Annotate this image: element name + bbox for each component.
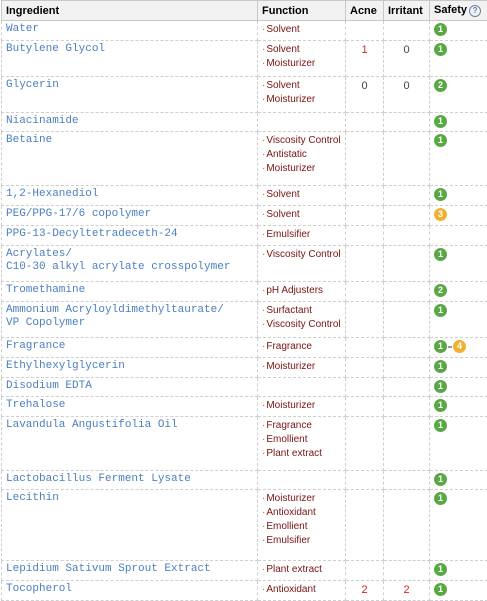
safety-cell <box>430 378 487 397</box>
function-cell <box>258 77 346 113</box>
table-header-row <box>2 1 487 21</box>
ingredient-link[interactable]: Ethylhexylglycerin <box>6 360 253 373</box>
acne-cell <box>346 226 384 246</box>
ingredient-cell <box>2 186 258 206</box>
irritant-cell <box>384 471 430 490</box>
function-cell <box>258 41 346 77</box>
safety-badge: 1 <box>434 360 447 373</box>
acne-cell <box>346 302 384 338</box>
safety-badge: 1 <box>434 380 447 393</box>
ingredient-link[interactable]: Betaine <box>6 134 253 147</box>
safety-cell <box>430 132 487 186</box>
table-row <box>2 113 487 132</box>
function-cell <box>258 581 346 601</box>
function-cell <box>258 246 346 282</box>
ingredient-cell <box>2 358 258 378</box>
ingredient-cell <box>2 417 258 471</box>
safety-badge: 1 <box>434 23 447 36</box>
ingredient-link[interactable]: PPG-13-Decyltetradeceth-24 <box>6 228 253 241</box>
function-item: · Solvent <box>262 43 341 57</box>
table-row <box>2 21 487 41</box>
irritant-cell <box>384 358 430 378</box>
function-cell <box>258 471 346 490</box>
safety-badge: 1 <box>434 304 447 317</box>
ingredient-cell <box>2 206 258 226</box>
irritant-cell <box>384 186 430 206</box>
header-acne: Acne <box>346 1 384 21</box>
safety-badge: 1 <box>434 473 447 486</box>
header-irritant: Irritant <box>384 1 430 21</box>
acne-cell <box>346 471 384 490</box>
table-row <box>2 246 487 282</box>
safety-cell <box>430 282 487 302</box>
table-row <box>2 397 487 417</box>
function-item: · Emollient <box>262 433 341 447</box>
header-safety <box>430 1 487 21</box>
irritant-cell <box>384 338 430 358</box>
table-row <box>2 282 487 302</box>
function-item: · Plant extract <box>262 447 341 461</box>
function-item: · Surfactant <box>262 304 341 318</box>
table-row <box>2 581 487 601</box>
ingredient-link[interactable]: Lepidium Sativum Sprout Extract <box>6 563 253 576</box>
function-cell <box>258 338 346 358</box>
irritant-cell <box>384 206 430 226</box>
ingredient-cell <box>2 21 258 41</box>
acne-cell <box>346 21 384 41</box>
safety-badge: 1 <box>434 188 447 201</box>
safety-badge: 1 <box>434 492 447 505</box>
acne-cell: 0 <box>346 77 384 113</box>
ingredient-cell <box>2 561 258 581</box>
function-cell <box>258 186 346 206</box>
acne-cell <box>346 397 384 417</box>
safety-cell <box>430 581 487 601</box>
irritant-cell: 0 <box>384 41 430 77</box>
function-item: · Solvent <box>262 188 341 202</box>
acne-cell <box>346 378 384 397</box>
acne-cell <box>346 282 384 302</box>
function-cell <box>258 302 346 338</box>
header-ingredient: Ingredient <box>2 1 258 21</box>
acne-cell <box>346 358 384 378</box>
safety-cell <box>430 41 487 77</box>
safety-cell <box>430 471 487 490</box>
acne-cell <box>346 561 384 581</box>
function-item: · Moisturizer <box>262 162 341 176</box>
ingredient-cell <box>2 378 258 397</box>
acne-cell <box>346 132 384 186</box>
function-item: · Antioxidant <box>262 506 341 520</box>
safety-badge: 1 <box>434 134 447 147</box>
function-item: · Solvent <box>262 208 341 222</box>
function-cell <box>258 282 346 302</box>
ingredient-cell <box>2 77 258 113</box>
function-item: · Moisturizer <box>262 399 341 413</box>
safety-badge: 1 <box>434 583 447 596</box>
safety-badge: 3 <box>434 208 447 221</box>
ingredient-link[interactable]: Butylene Glycol <box>6 43 253 56</box>
safety-cell <box>430 226 487 246</box>
safety-cell <box>430 358 487 378</box>
ingredient-link[interactable]: Acrylates/ <box>6 248 253 261</box>
ingredient-cell <box>2 302 258 338</box>
irritant-cell <box>384 113 430 132</box>
safety-badge: 1 <box>434 340 447 353</box>
function-cell <box>258 132 346 186</box>
ingredient-cell <box>2 113 258 132</box>
table-row <box>2 186 487 206</box>
acne-cell <box>346 338 384 358</box>
function-item: · Fragrance <box>262 340 341 354</box>
function-cell <box>258 417 346 471</box>
irritant-cell: 0 <box>384 77 430 113</box>
ingredient-link[interactable]: Fragrance <box>6 340 253 353</box>
table-row <box>2 378 487 397</box>
safety-badge: 4 <box>453 340 466 353</box>
ingredient-link[interactable]: Tromethamine <box>6 284 253 297</box>
irritant-cell <box>384 302 430 338</box>
table-row <box>2 358 487 378</box>
function-item: · Moisturizer <box>262 360 341 374</box>
table-row <box>2 206 487 226</box>
safety-cell <box>430 397 487 417</box>
ingredient-link[interactable]: Water <box>6 23 253 36</box>
acne-cell <box>346 113 384 132</box>
function-cell <box>258 378 346 397</box>
irritant-cell <box>384 246 430 282</box>
safety-cell <box>430 206 487 226</box>
function-item: · Fragrance <box>262 419 341 433</box>
safety-badge: 1 <box>434 399 447 412</box>
irritant-cell <box>384 561 430 581</box>
table-row <box>2 132 487 186</box>
ingredient-cell <box>2 397 258 417</box>
table-row <box>2 226 487 246</box>
irritant-cell: 2 <box>384 581 430 601</box>
function-item: · Viscosity Control <box>262 134 341 148</box>
function-cell <box>258 226 346 246</box>
acne-cell <box>346 417 384 471</box>
ingredient-cell <box>2 132 258 186</box>
header-function: Function <box>258 1 346 21</box>
function-item: · Antistatic <box>262 148 341 162</box>
function-cell <box>258 21 346 41</box>
ingredient-cell <box>2 246 258 282</box>
range-dash <box>448 346 452 348</box>
ingredient-link[interactable]: VP Copolymer <box>6 317 253 330</box>
ingredient-link[interactable]: Trehalose <box>6 399 253 412</box>
function-item: · Emulsifier <box>262 228 341 242</box>
acne-cell <box>346 206 384 226</box>
ingredient-link[interactable]: Ammonium Acryloyldimethyltaurate/ <box>6 304 253 317</box>
safety-badge: 1 <box>434 115 447 128</box>
ingredient-link[interactable]: Lecithin <box>6 492 253 505</box>
safety-cell <box>430 561 487 581</box>
ingredient-link[interactable]: PEG/PPG-17/6 copolymer <box>6 208 253 221</box>
ingredient-link[interactable]: 1,2-Hexanediol <box>6 188 253 201</box>
irritant-cell <box>384 417 430 471</box>
irritant-cell <box>384 226 430 246</box>
acne-cell <box>346 186 384 206</box>
acne-cell: 1 <box>346 41 384 77</box>
help-icon[interactable]: ? <box>469 5 481 17</box>
ingredient-cell <box>2 41 258 77</box>
ingredient-link[interactable]: Lactobacillus Ferment Lysate <box>6 473 253 486</box>
acne-cell: 2 <box>346 581 384 601</box>
safety-cell <box>430 338 487 358</box>
irritant-cell <box>384 21 430 41</box>
function-item: · Moisturizer <box>262 57 341 71</box>
safety-cell <box>430 186 487 206</box>
table-row <box>2 561 487 581</box>
ingredient-cell <box>2 338 258 358</box>
acne-cell <box>346 246 384 282</box>
irritant-cell <box>384 132 430 186</box>
ingredient-link[interactable]: C10-30 alkyl acrylate crosspolymer <box>6 261 253 274</box>
safety-cell <box>430 113 487 132</box>
safety-badge: 1 <box>434 43 447 56</box>
function-item: · Emollient <box>262 520 341 534</box>
ingredient-cell <box>2 471 258 490</box>
safety-badge: 1 <box>434 419 447 432</box>
function-item: · Solvent <box>262 23 341 37</box>
table-row <box>2 417 487 471</box>
safety-cell <box>430 77 487 113</box>
function-cell <box>258 561 346 581</box>
table-row <box>2 77 487 113</box>
function-item: · Emulsifier <box>262 534 341 548</box>
ingredient-cell <box>2 282 258 302</box>
table-row <box>2 41 487 77</box>
function-item: · Plant extract <box>262 563 341 577</box>
function-cell <box>258 206 346 226</box>
safety-badge: 1 <box>434 248 447 261</box>
safety-badge: 2 <box>434 284 447 297</box>
function-item: · Solvent <box>262 79 341 93</box>
irritant-cell <box>384 378 430 397</box>
function-cell <box>258 358 346 378</box>
safety-cell <box>430 302 487 338</box>
function-item: · Antioxidant <box>262 583 341 597</box>
table-row <box>2 471 487 490</box>
table-row <box>2 302 487 338</box>
safety-cell <box>430 246 487 282</box>
safety-cell <box>430 21 487 41</box>
safety-badge: 2 <box>434 79 447 92</box>
ingredient-cell <box>2 581 258 601</box>
table-body <box>2 21 487 601</box>
ingredient-link[interactable]: Glycerin <box>6 79 253 92</box>
safety-cell <box>430 417 487 471</box>
ingredients-table <box>1 0 487 601</box>
function-item: · pH Adjusters <box>262 284 341 298</box>
safety-badge: 1 <box>434 563 447 576</box>
function-item: · Moisturizer <box>262 492 341 506</box>
function-item: · Viscosity Control <box>262 248 341 262</box>
ingredient-link[interactable]: Lavandula Angustifolia Oil <box>6 419 253 432</box>
ingredient-cell <box>2 226 258 246</box>
ingredient-link[interactable]: Niacinamide <box>6 115 253 128</box>
ingredient-link[interactable]: Tocopherol <box>6 583 253 596</box>
function-cell <box>258 113 346 132</box>
irritant-cell <box>384 282 430 302</box>
table-row <box>2 338 487 358</box>
function-item: · Moisturizer <box>262 93 341 107</box>
function-cell <box>258 397 346 417</box>
function-item: · Viscosity Control <box>262 318 341 332</box>
ingredient-link[interactable]: Disodium EDTA <box>6 380 253 393</box>
irritant-cell <box>384 397 430 417</box>
header-safety-label: Safety <box>434 4 467 16</box>
